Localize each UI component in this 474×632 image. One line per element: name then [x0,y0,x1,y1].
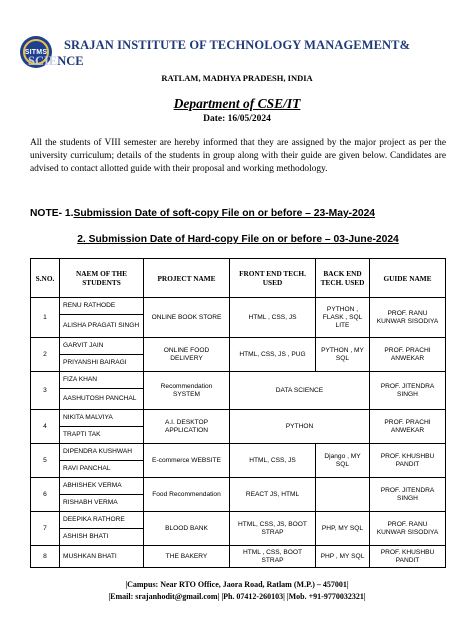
cell-project: ONLINE BOOK STORE [144,298,230,338]
cell-sno: 1 [31,298,60,338]
notice-body: All the students of VIII semester are hereby informed that they are assigned by the major project as per the university curriculum; details of the students in group along with their guide are given below. Candidates are advised to contact allotted guide with their proposal and working methodology. [30,138,446,175]
note-soft-copy [30,208,375,219]
cell-student: AASHUTOSH PANCHAL [60,389,144,410]
footer-contact: |Email: srajanhodit@gmail.com| |Ph. 07412-260103| |Mob. +91-9770032321| [108,592,366,601]
cell-sno: 5 [31,444,60,478]
table-row [31,478,446,495]
table-row [31,298,446,315]
note-soft-copy-text: Submission Date of soft-copy File on or before – 23-May-2024 [73,208,376,219]
cell-project: Recommendation SYSTEM [144,372,230,410]
institute-name: SRAJAN INSTITUTE OF TECHNOLOGY MANAGEMENT& [64,38,411,52]
header-project: PROJECT NAME [144,259,230,298]
table-row [31,546,446,568]
cell-student: GARVIT JAIN [60,338,144,355]
cell-student: DIPENDRA KUSHWAH [60,444,144,461]
table-header-row [31,259,446,298]
cell-student: TRAPTI TAK [60,427,144,444]
cell-backend: PYTHON , FLASK , SQL LITE [316,298,370,338]
cell-student: ABHISHEK VERMA [60,478,144,495]
cell-guide: PROF. JITENDRA SINGH [370,372,446,410]
header-guide: GUIDE NAME [370,259,446,298]
cell-student: RISHABH VERMA [60,495,144,512]
cell-project: A.I. DESKTOP APPLICATION [144,410,230,444]
institute-name-faded: SCIE [28,54,58,68]
department-title: Department of CSE/IT [173,96,301,111]
cell-guide: PROF. JITENDRA SINGH [370,478,446,512]
cell-project: E-commerce WEBSITE [144,444,230,478]
cell-guide: PROF. RANU KUNWAR SISODIYA [370,298,446,338]
cell-student: PRIYANSHI BAIRAGI [60,355,144,372]
table-row [31,410,446,427]
header-frontend: FRONT END TECH. USED [230,259,316,298]
cell-tech-merged: PYTHON [230,410,370,444]
institute-name-continued [28,54,84,69]
cell-frontend: HTML, CSS, JS [230,444,316,478]
cell-backend: PHP, MY SQL [316,512,370,546]
cell-frontend: REACT JS, HTML [230,478,316,512]
table-row [31,512,446,529]
cell-backend [316,478,370,512]
cell-backend: Django , MY SQL [316,444,370,478]
cell-backend: PYTHON , MY SQL [316,338,370,372]
header-students: NAEM OF THE STUDENTS [60,259,144,298]
note-prefix: NOTE- 1. [30,208,74,219]
cell-frontend: HTML, CSS, JS , PUG [230,338,316,372]
cell-project: BLOOD BANK [144,512,230,546]
cell-project: THE BAKERY [144,546,230,568]
cell-backend: PHP , MY SQL [316,546,370,568]
cell-student: NIKITA MALVIYA [60,410,144,427]
cell-student: ASHISH BHATI [60,529,144,546]
cell-sno: 2 [31,338,60,372]
institute-location: RATLAM, MADHYA PRADESH, INDIA [161,73,313,83]
table-row [31,338,446,355]
cell-student: DEEPIKA RATHORE [60,512,144,529]
cell-guide: PROF. RANU KUNWAR SISODIYA [370,512,446,546]
letterhead [14,34,464,74]
cell-student: ALISHA PRAGATI SINGH [60,315,144,338]
cell-frontend: HTML , CSS, BOOT STRAP [230,546,316,568]
cell-sno: 7 [31,512,60,546]
cell-sno: 8 [31,546,60,568]
cell-project: Food Recommendation [144,478,230,512]
cell-project: ONLINE FOOD DELIVERY [144,338,230,372]
cell-sno: 4 [31,410,60,444]
cell-guide: PROF. KHUSHBU PANDIT [370,444,446,478]
cell-guide: PROF. PRACHI ANWEKAR [370,338,446,372]
table-row [31,372,446,389]
logo-text: SITMS [24,48,48,56]
cell-guide: PROF. KHUSHBU PANDIT [370,546,446,568]
cell-frontend: HTML, CSS, JS, BOOT STRAP [230,512,316,546]
header-sno: S.NO. [31,259,60,298]
cell-student: MUSHKAN BHATI [60,546,144,568]
cell-sno: 6 [31,478,60,512]
project-allocation-table [30,258,446,568]
table-row [31,444,446,461]
cell-frontend: HTML , CSS, JS [230,298,316,338]
cell-student: RAVI PANCHAL [60,461,144,478]
cell-sno: 3 [31,372,60,410]
cell-guide: PROF. PRACHI ANWEKAR [370,410,446,444]
cell-student: FIZA KHAN [60,372,144,389]
footer-address: |Campus: Near RTO Office, Jaora Road, Ratlam (M.P.) – 457001| [125,580,349,589]
notice-date: Date: 16/05/2024 [203,114,271,124]
cell-student: RENU RATHODE [60,298,144,315]
note-hard-copy: 2. Submission Date of Hard-copy File on or before – 03-June-2024 [77,234,399,245]
cell-tech-merged: DATA SCIENCE [230,372,370,410]
institute-name-tail: NCE [57,54,84,68]
header-backend: BACK END TECH. USED [316,259,370,298]
